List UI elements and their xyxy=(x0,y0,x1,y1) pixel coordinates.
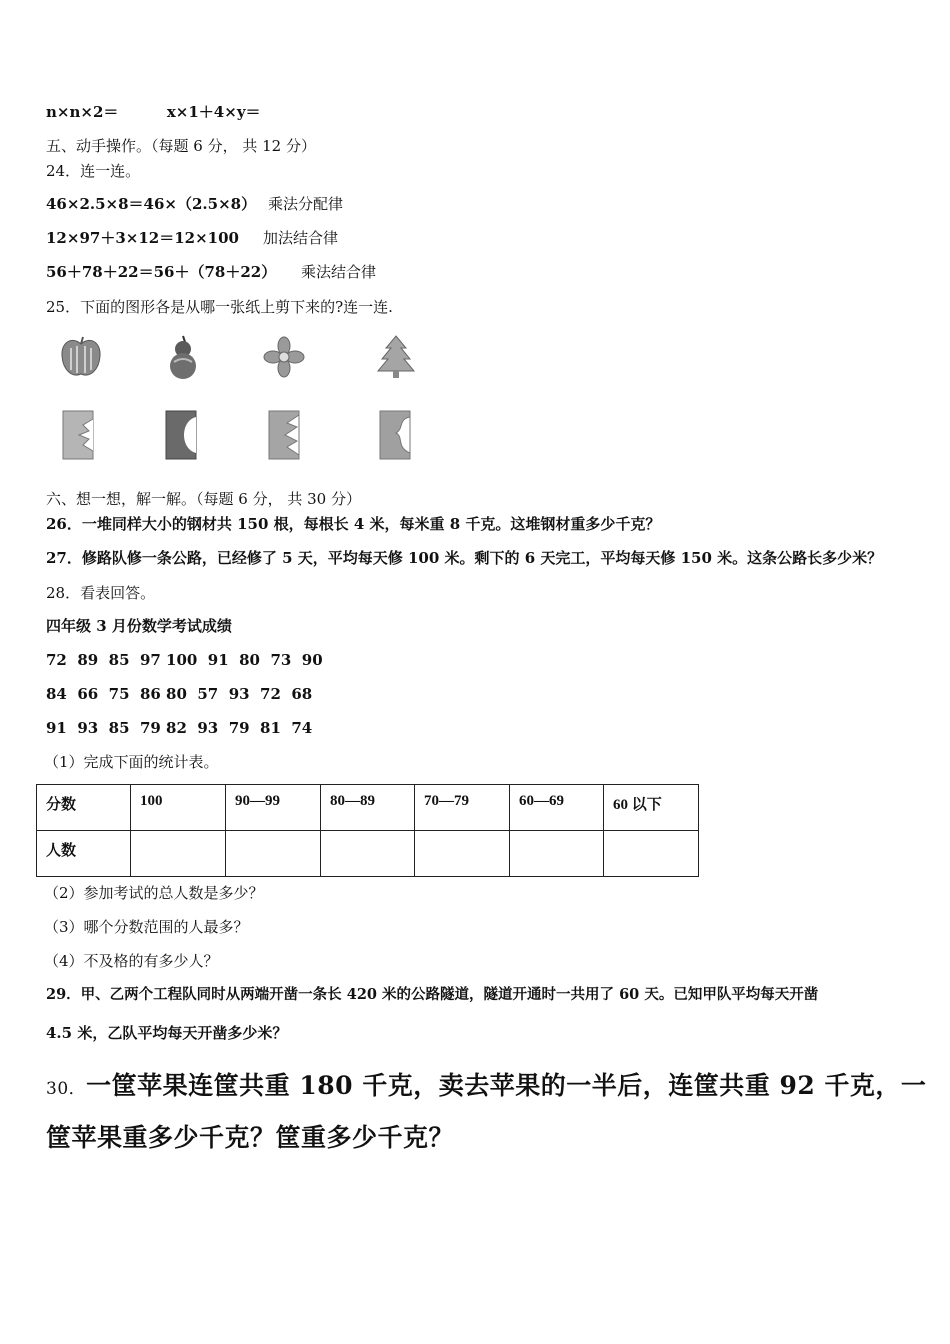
blank-cell xyxy=(604,831,699,877)
q24-title: 24．连一连。 xyxy=(46,162,141,180)
score-row-2: 84 66 75 86 80 57 93 72 68 xyxy=(46,685,313,703)
q26-text: 26．一堆同样大小的钢材共 150 根，每根长 4 米，每米重 8 千克。这堆钢材重多少千克？ xyxy=(46,515,661,533)
formula-a: n×n×2＝ xyxy=(46,103,119,121)
paper-wave-cut-icon xyxy=(378,409,414,461)
q24-row-2 xyxy=(46,228,239,248)
q27-text: 27．修路队修一条公路，已经修了 5 天，平均每天修 100 米。剩下的 6 天完工，平均每天修 150 米。这条公路长多少米？ xyxy=(46,549,883,567)
q25-title: 25．下面的图形各是从哪一张纸上剪下来的?连一连. xyxy=(46,298,393,316)
q30-text-1: 一筐苹果连筐共重 180 千克，卖去苹果的一半后，连筐共重 92 千克，一 xyxy=(86,1071,927,1100)
q28-sub2: （2）参加考试的总人数是多少？ xyxy=(44,884,264,902)
paper-arc-cut-icon xyxy=(164,409,200,461)
q24-expr-1: 46×2.5×8＝46×（2.5×8） xyxy=(46,195,257,213)
table-row xyxy=(37,831,699,877)
q24-expr-3: 56＋78＋22＝56＋（78＋22） xyxy=(46,263,277,281)
blank-cell xyxy=(321,831,415,877)
q30-line-2: 筐苹果重多少千克？筐重多少千克？ xyxy=(46,1123,455,1152)
q30-number: 30． xyxy=(46,1079,87,1099)
tree-shape-icon xyxy=(376,334,416,380)
q24-row-3 xyxy=(46,262,276,282)
q24-law-1: 乘法分配律 xyxy=(268,195,344,213)
q29-line-1: 29．甲、乙两个工程队同时从两端开凿一条长 420 米的公路隧道，隧道开通时一共用了 60 天。已知甲队平均每天开凿 xyxy=(46,986,819,1003)
column-header: 60 以下 xyxy=(604,785,699,831)
formula-b: x×1＋4×y＝ xyxy=(166,103,261,121)
q28-sub3: （3）哪个分数范围的人最多？ xyxy=(44,918,249,936)
apple-shape-icon xyxy=(58,334,104,380)
blank-cell xyxy=(510,831,604,877)
statistics-table xyxy=(36,784,699,877)
q24-law-3: 乘法结合律 xyxy=(301,263,377,281)
blank-cell xyxy=(131,831,226,877)
score-row-3: 91 93 85 79 82 93 79 81 74 xyxy=(46,719,313,737)
q28-title: 28．看表回答。 xyxy=(46,584,156,602)
column-header: 90—99 xyxy=(226,785,321,831)
q28-sub4: （4）不及格的有多少人？ xyxy=(44,952,219,970)
column-header: 100 xyxy=(131,785,226,831)
section-6-heading: 六、想一想，解一解。（每题 6 分， 共 30 分） xyxy=(46,490,361,508)
q24-expr-2: 12×97＋3×12＝12×100 xyxy=(46,229,239,247)
blank-cell xyxy=(415,831,510,877)
blank-cell xyxy=(226,831,321,877)
q24-law-2: 加法结合律 xyxy=(263,229,339,247)
q30-line-1 xyxy=(46,1066,926,1102)
gourd-shape-icon xyxy=(163,334,203,380)
row-header-count: 人数 xyxy=(37,831,131,877)
row-header-score: 分数 xyxy=(37,785,131,831)
column-header: 80—89 xyxy=(321,785,415,831)
column-header: 60—69 xyxy=(510,785,604,831)
paper-leaf-cut-icon xyxy=(61,409,97,461)
paper-zigzag-cut-icon xyxy=(267,409,303,461)
column-header: 70—79 xyxy=(415,785,510,831)
section-5-heading: 五、动手操作。（每题 6 分， 共 12 分） xyxy=(46,137,316,155)
score-row-1: 72 89 85 97 100 91 80 73 90 xyxy=(46,651,323,669)
formula-line xyxy=(46,102,261,122)
q24-row-1 xyxy=(46,194,256,214)
flower-shape-icon xyxy=(263,336,305,378)
q29-line-2: 4.5 米，乙队平均每天开凿多少米？ xyxy=(46,1024,288,1042)
q28-sub1: （1）完成下面的统计表。 xyxy=(44,753,219,771)
q28-subtitle: 四年级 3 月份数学考试成绩 xyxy=(46,617,232,635)
table-row xyxy=(37,785,699,831)
